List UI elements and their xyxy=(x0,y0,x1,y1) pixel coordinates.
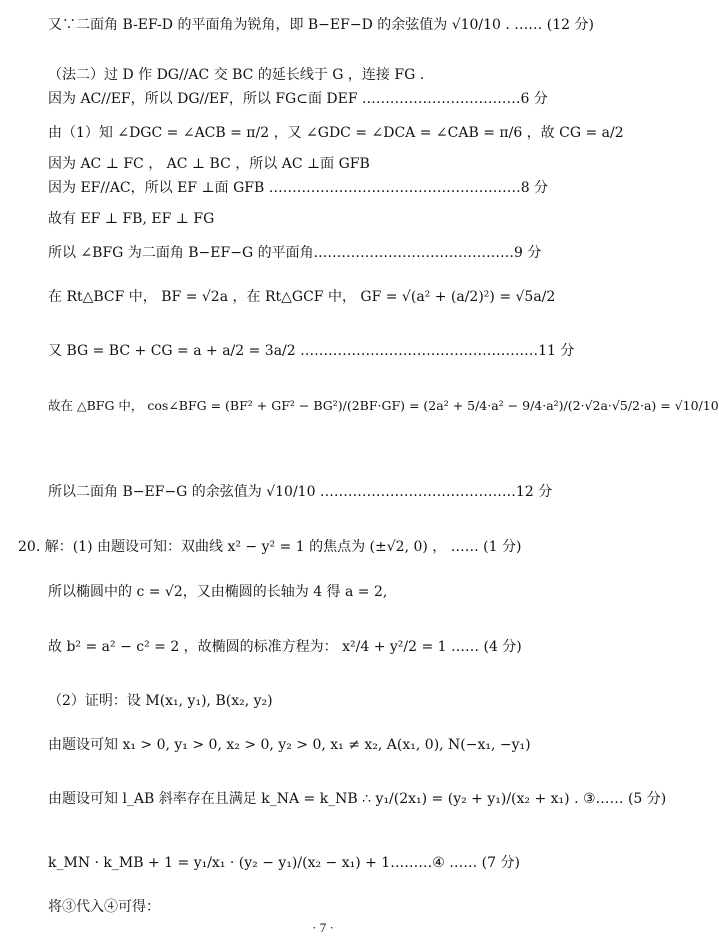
line-dihedral-cosine: 又∵二面角 B-EF-D 的平面角为锐角，即 B−EF−D 的余弦值为 √10/10 . …… (12 分) xyxy=(48,17,594,33)
line-ellipse-c: 所以椭圆中的 c = √2，又由椭圆的长轴为 4 得 a = 2, xyxy=(48,584,388,600)
line-method-two: （法二）过 D 作 DG//AC 交 BC 的延长线于 G ，连接 FG . xyxy=(48,67,425,83)
line-kmn-kmb: k_MN · k_MB + 1 = y₁/x₁ · (y₂ − y₁)/(x₂ − x₁) + 1………④ …… (7 分) xyxy=(48,855,520,871)
line-substitute: 将③代入④可得： xyxy=(48,899,160,915)
line-proof-setup: （2）证明：设 M(x₁, y₁), B(x₂, y₂) xyxy=(48,693,273,709)
line-ef-perp: 因为 EF//AC，所以 EF ⊥面 GFB ………………………………………………8 分 xyxy=(48,180,549,196)
line-conditions: 由题设可知 x₁ > 0, y₁ > 0, x₂ > 0, y₂ > 0, x₁ ≠ x₂, A(x₁, 0), N(−x₁, −y₁) xyxy=(48,737,531,753)
line-plane-angle: 所以 ∠BFG 为二面角 B−EF−G 的平面角.……………………………………9 分 xyxy=(48,245,542,261)
line-angles: 由（1）知 ∠DGC = ∠ACB = π/2 ，又 ∠GDC = ∠DCA = ∠CAB = π/6 ，故 CG = a/2 xyxy=(48,125,624,141)
page-number: · 7 · xyxy=(312,920,334,935)
line-ellipse-equation: 故 b² = a² − c² = 2 ，故椭圆的标准方程为： x²/4 + y²/2 = 1 …… (4 分) xyxy=(48,639,522,655)
line-fg-in-plane: 因为 AC//EF，所以 DG//EF，所以 FG⊂面 DEF .……………………………6 分 xyxy=(48,91,548,107)
line-bg: 又 BG = BC + CG = a + a/2 = 3a/2 ……………………………………………11 分 xyxy=(48,343,575,359)
line-bf-gf: 在 Rt△BCF 中， BF = √2a ，在 Rt△GCF 中， GF = √(a² + (a/2)²) = √5a/2 xyxy=(48,289,556,305)
line-ef-fb-fg: 故有 EF ⊥ FB, EF ⊥ FG xyxy=(48,211,215,227)
line-result-cosine: 所以二面角 B−EF−G 的余弦值为 √10/10 ……………………………………12 分 xyxy=(48,484,553,500)
line-cos-bfg: 故在 △BFG 中， cos∠BFG = (BF² + GF² − BG²)/(2BF·GF) = (2a² + 5/4·a² − 9/4·a²)/(2·√2a·√5/2·a) = √10/10 xyxy=(48,398,719,413)
line-slope-ab: 由题设可知 l_AB 斜率存在且满足 k_NA = k_NB ∴ y₁/(2x₁) = (y₂ + y₁)/(x₂ + x₁) . ③…… (5 分) xyxy=(48,791,667,807)
line-q20-hyperbola: 20. 解：(1) 由题设可知：双曲线 x² − y² = 1 的焦点为 (±√2, 0) ， …… (1 分) xyxy=(18,539,522,555)
line-ac-perp: 因为 AC ⊥ FC ， AC ⊥ BC ，所以 AC ⊥面 GFB xyxy=(48,156,370,172)
